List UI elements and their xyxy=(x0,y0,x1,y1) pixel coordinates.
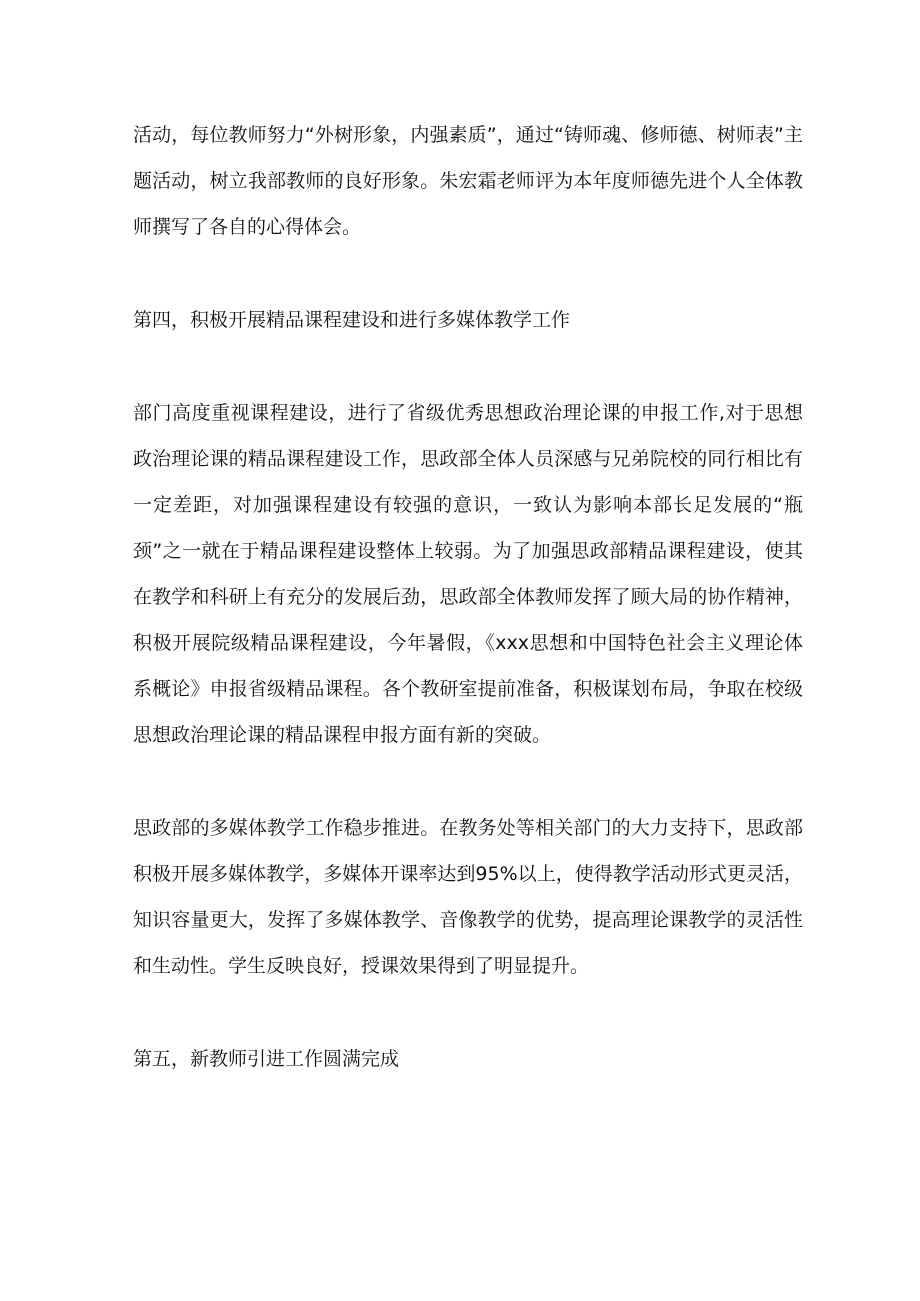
paragraph-multimedia-teaching: 思政部的多媒体教学工作稳步推进。在教务处等相关部门的大力支持下，思政部积极开展多媒体教学，多媒体开课率达到95%以上，使得教学活动形式更灵活，知识容量更大，发挥了多媒体教学、音像教学的优势，提高理论课教学的灵活性和生动性。学生反映良好，授课效果得到了明显提升。 xyxy=(133,817,803,977)
section-heading-fourth: 第四，积极开展精品课程建设和进行多媒体教学工作 xyxy=(133,309,571,331)
paragraph-course-construction: 部门高度重视课程建设，进行了省级优秀思想政治理论课的申报工作,对于思想政治理论课的精品课程建设工作，思政部全体人员深感与兄弟院校的同行相比有一定差距，对加强课程建设有较强的意识，一致认为影响本部长足发展的“瓶颈”之一就在于精品课程建设整体上较弱。为了加强思政部精品课程建设，使其在教学和科研上有充分的发展后劲，思政部全体教师发挥了顾大局的协作精神，积极开展院级精品课程建设，今年暑假，《xxx思想和中国特色社会主义理论体系概论》申报省级精品课程。各个教研室提前准备，积极谋划布局，争取在校级思想政治理论课的精品课程申报方面有新的突破。 xyxy=(133,402,803,746)
section-heading-fifth: 第五，新教师引进工作圆满完成 xyxy=(133,1048,400,1070)
paragraph-teacher-ethics: 活动，每位教师努力“外树形象，内强素质”，通过“铸师魂、修师德、树师表”主题活动，树立我部教师的良好形象。朱宏霜老师评为本年度师德先进个人全体教师撰写了各自的心得体会。 xyxy=(133,124,803,238)
document-body xyxy=(133,112,803,1082)
